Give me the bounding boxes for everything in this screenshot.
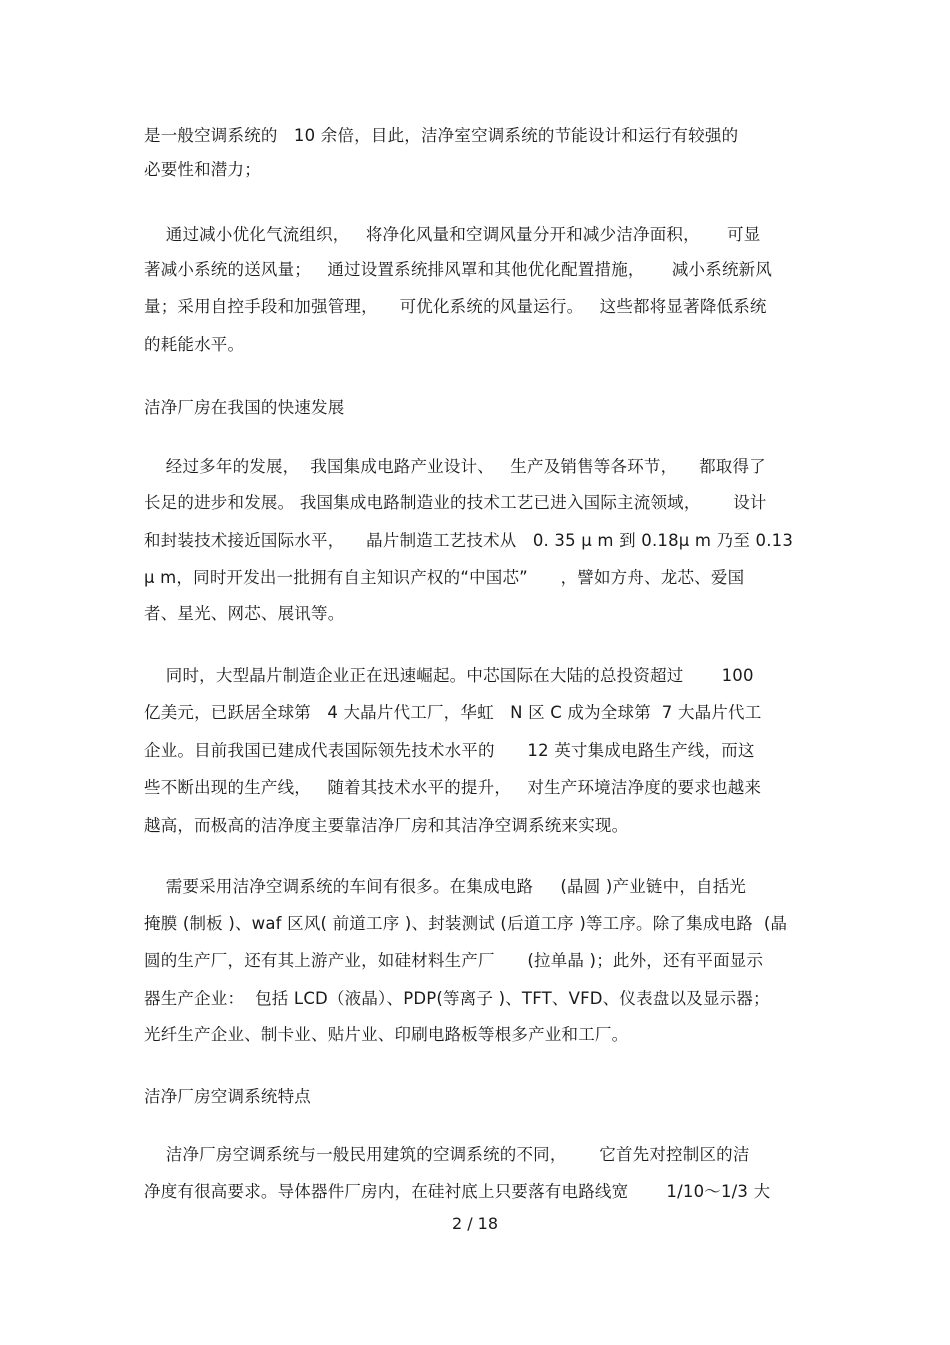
text-line: 量；采用自控手段和加强管理， 可优化系统的风量运行。 这些都将显著降低系统 xyxy=(144,297,767,316)
text-line: 长足的进步和发展。 我国集成电路制造业的技术工艺已进入国际主流领域， 设计 xyxy=(144,493,767,512)
section-heading: 洁净厂房在我国的快速发展 xyxy=(144,398,345,417)
text-line: 的耗能水平。 xyxy=(144,335,245,354)
text-line: 器生产企业： 包括 LCD（液晶）、PDP(等离子 )、TFT、VFD、仪表盘以及显示器； xyxy=(144,989,770,1008)
text-line: 圆的生产厂，还有其上游产业，如硅材料生产厂 (拉单晶 )；此外，还有平面显示 xyxy=(144,951,764,970)
text-line: 洁净厂房空调系统与一般民用建筑的空调系统的不同， 它首先对控制区的洁 xyxy=(144,1145,750,1164)
text-line: 经过多年的发展， 我国集成电路产业设计、 生产及销售等各环节， 都取得了 xyxy=(144,457,766,476)
text-line: 越高，而极高的洁净度主要靠洁净厂房和其洁净空调系统来实现。 xyxy=(144,816,629,835)
text-line: 净度有很高要求。导体器件厂房内，在硅衬底上只要落有电路线宽 1/10～1/3 大 xyxy=(144,1182,771,1201)
text-line: 些不断出现的生产线， 随着其技术水平的提升， 对生产环境洁净度的要求也越来 xyxy=(144,778,762,797)
text-line: μ m，同时开发出一批拥有自主知识产权的“中国芯” ，譬如方舟、龙芯、爱国 xyxy=(144,568,745,587)
text-line: 和封装技术接近国际水平， 晶片制造工艺技术从 0. 35 μ m 到 0.18μ m 乃至 0.13 xyxy=(144,531,794,550)
text-line: 是一般空调系统的 10 余倍，目此，洁净室空调系统的节能设计和运行有较强的 xyxy=(144,126,739,145)
text-line: 同时，大型晶片制造企业正在迅速崛起。中芯国际在大陆的总投资超过 100 xyxy=(144,666,754,685)
text-line: 光纤生产企业、制卡业、贴片业、印刷电路板等根多产业和工厂。 xyxy=(144,1025,629,1044)
text-line: 者、星光、网芯、展讯等。 xyxy=(144,604,345,623)
text-line: 必要性和潜力； xyxy=(144,160,261,179)
text-line: 掩膜 (制板 )、waf 区风( 前道工序 )、封装测试 (后道工序 )等工序。除了集成电路 (晶 xyxy=(144,914,788,933)
text-line: 企业。目前我国已建成代表国际领先技术水平的 12 英寸集成电路生产线，而这 xyxy=(144,741,755,760)
text-line: 亿美元，已跃居全球第 4 大晶片代工厂，华虹 N 区 C 成为全球第 7 大晶片代工 xyxy=(144,703,762,722)
text-line: 著减小系统的送风量； 通过设置系统排风罩和其他优化配置措施， 减小系统新风 xyxy=(144,260,773,279)
section-heading: 洁净厂房空调系统特点 xyxy=(144,1087,311,1106)
text-line: 需要采用洁净空调系统的车间有很多。在集成电路 (晶圆 )产业链中，自括光 xyxy=(144,877,747,896)
page-number: 2 / 18 xyxy=(451,1214,499,1233)
text-line: 通过减小优化气流组织， 将净化风量和空调风量分开和减少洁净面积， 可显 xyxy=(144,225,761,244)
